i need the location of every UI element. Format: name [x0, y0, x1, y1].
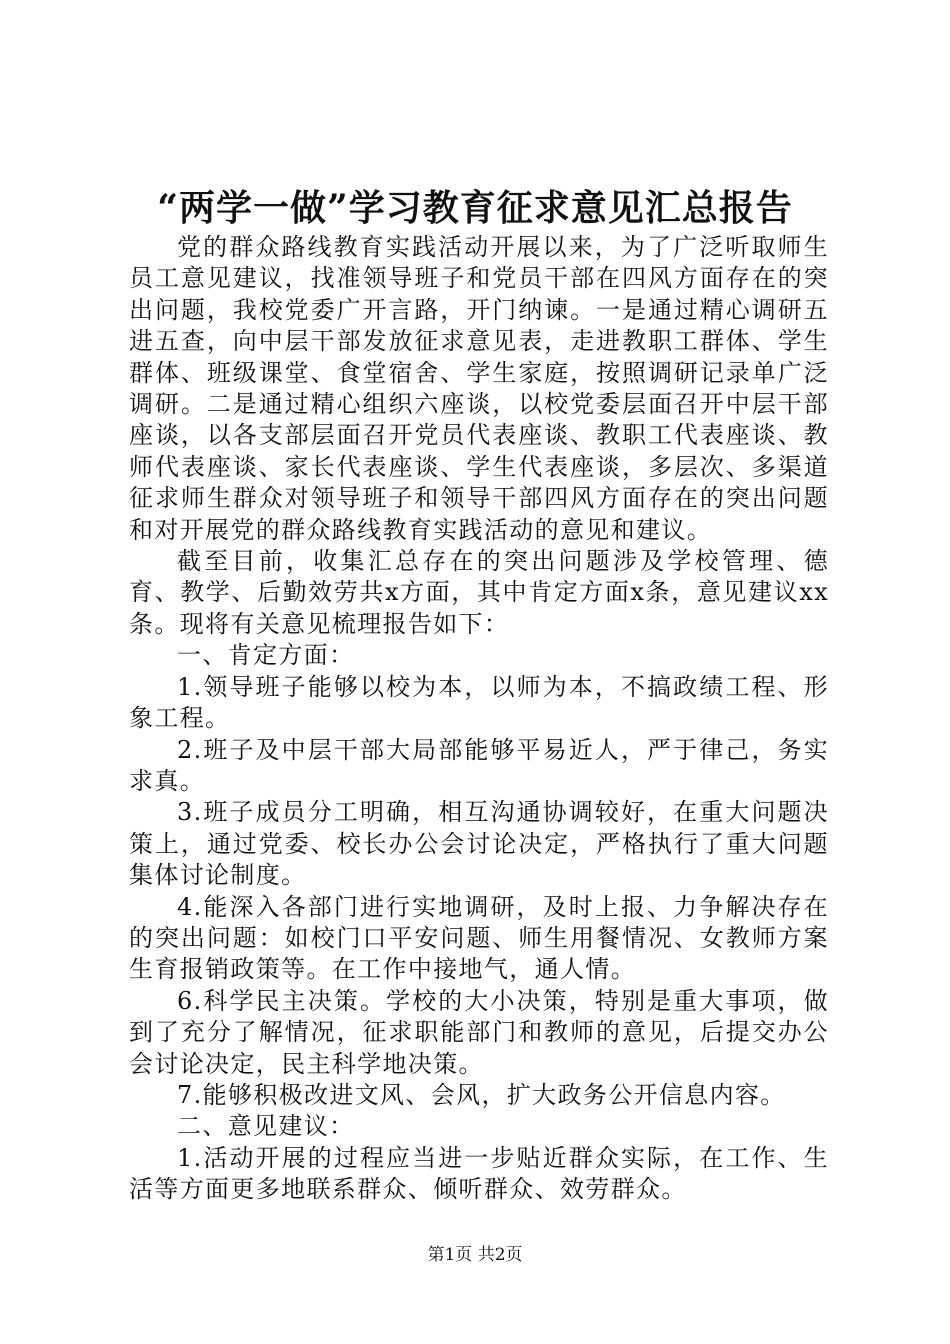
section-heading-suggestions: 二、意见建议：	[177, 1112, 355, 1141]
list-item: 6.科学民主决策。学校的大小决策，特别是重大事项，做到了充分了解情况，征求职能部门和教师的意见，后提交办公会讨论决定，民主科学地决策。	[129, 986, 829, 1078]
document-title: “两学一做”学习教育征求意见汇总报告	[157, 187, 793, 229]
list-item: 7.能够积极改进文风、会风，扩大政务公开信息内容。	[177, 1080, 786, 1109]
document-body	[129, 232, 829, 1206]
list-item: 4.能深入各部门进行实地调研，及时上报、力争解决存在的突出问题：如校门口平安问题、师生用餐情况、女教师方案生育报销政策等。在工作中接地气，通人情。	[129, 892, 829, 984]
paragraph-summary: 截至目前，收集汇总存在的突出问题涉及学校管理、德育、教学、后勤效劳共x方面，其中肯定方面x条，意见建议xx条。现将有关意见梳理报告如下：	[129, 547, 829, 638]
list-item: 3.班子成员分工明确，相互沟通协调较好，在重大问题决策上，通过党委、校长办公会讨论决定，严格执行了重大问题集体讨论制度。	[129, 798, 829, 890]
section-heading-positive: 一、肯定方面：	[177, 641, 355, 670]
list-item: 1.活动开展的过程应当进一步贴近群众实际，在工作、生活等方面更多地联系群众、倾听群众、效劳群众。	[129, 1143, 829, 1204]
page-footer: 第1页 共2页	[427, 1245, 523, 1265]
list-item: 1.领导班子能够以校为本，以师为本，不搞政绩工程、形象工程。	[129, 672, 829, 733]
paragraph-intro: 党的群众路线教育实践活动开展以来，为了广泛听取师生员工意见建议，找准领导班子和党员干部在四风方面存在的突出问题，我校党委广开言路，开门纳谏。一是通过精心调研五进五查，向中层干部发放征求意见表，走进教职工群体、学生群体、班级课堂、食堂宿舍、学生家庭，按照调研记录单广泛调研。二是通过精心组织六座谈，以校党委层面召开中层干部座谈，以各支部层面召开党员代表座谈、教职工代表座谈、教师代表座谈、家长代表座谈、学生代表座谈，多层次、多渠道征求师生群众对领导班子和领导干部四风方面存在的突出问题和对开展党的群众路线教育实践活动的意见和建议。	[129, 233, 829, 544]
list-item: 2.班子及中层干部大局部能够平易近人，严于律己，务实求真。	[129, 735, 829, 795]
